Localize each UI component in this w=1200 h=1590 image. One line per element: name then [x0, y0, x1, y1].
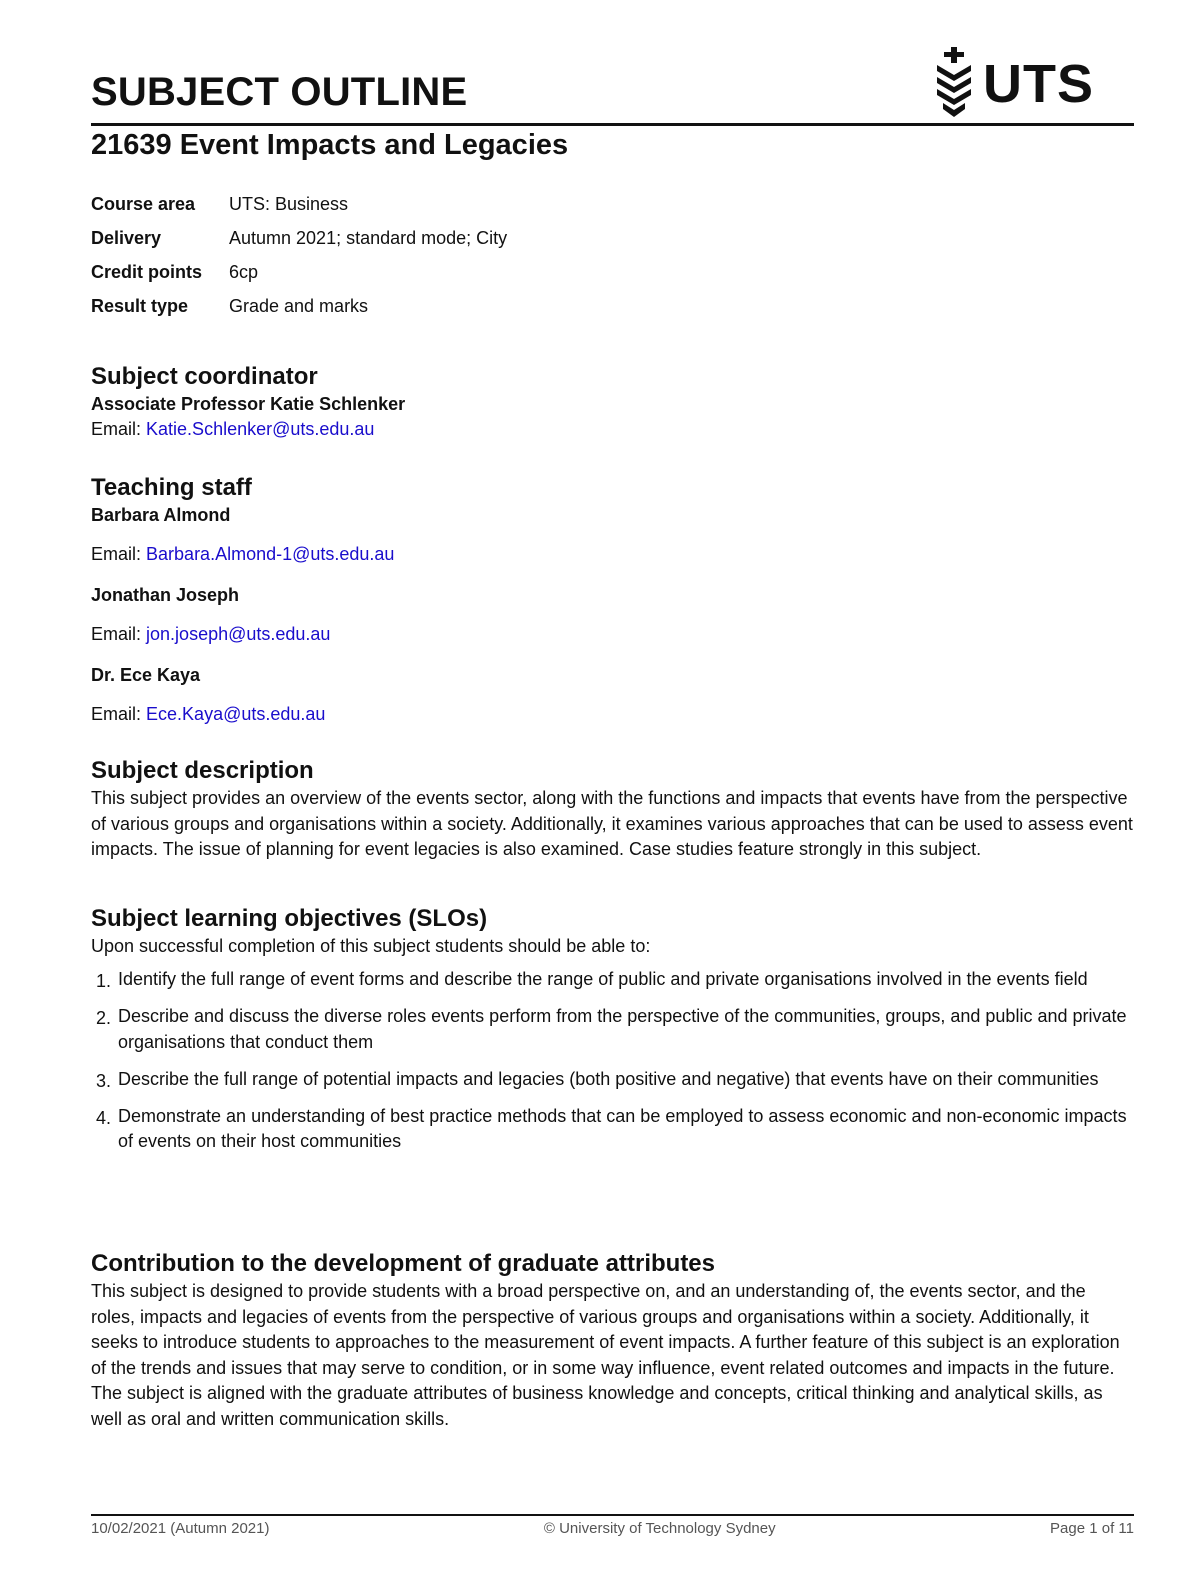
list-number: 2.	[96, 1008, 112, 1028]
footer-page-number: Page 1 of 11	[1050, 1520, 1134, 1537]
section-heading: Contribution to the development of graduate attributes	[91, 1250, 715, 1277]
list-item	[91, 1104, 1134, 1155]
list-number: 3.	[96, 1070, 112, 1091]
section-heading: Subject description	[91, 757, 314, 784]
info-row	[91, 194, 507, 228]
info-value: 6cp	[229, 262, 259, 282]
info-value: Autumn 2021; standard mode; City	[229, 228, 508, 248]
list-number: 1.	[96, 971, 112, 991]
attributes-section	[91, 1249, 1134, 1432]
email-label: Email:	[91, 544, 142, 564]
staff-email-link[interactable]: Barbara.Almond-1@uts.edu.au	[146, 544, 395, 564]
staff-email-line	[91, 541, 1134, 567]
email-label: Email:	[91, 419, 142, 439]
objectives-intro: Upon successful completion of this subject students should be able to:	[91, 936, 651, 956]
page-title: SUBJECT OUTLINE	[91, 70, 468, 114]
uts-logo-text: UTS	[983, 54, 1094, 114]
staff-email-line	[91, 701, 1134, 727]
list-item-text: Demonstrate an understanding of best practice methods that can be employed to assess economic and non-economic impacts of events on their host communities	[118, 1105, 1127, 1151]
email-label: Email:	[91, 624, 142, 644]
subject-info-table	[91, 194, 507, 330]
info-label: Credit points	[91, 262, 202, 282]
list-item-text: Identify the full range of event forms and describe the range of public and private organisations involved in the events field	[118, 969, 1088, 989]
staff-name: Dr. Ece Kaya	[91, 665, 201, 685]
description-text: This subject provides an overview of the events sector, along with the functions and impacts that events have from the perspective of various groups and organisations within a society. Additionally, it examines various approaches that can be used to assess event impacts. The issue of planning for event legacies is also examined. Case studies feature strongly in this subject.	[91, 788, 1133, 859]
list-item	[91, 1004, 1134, 1055]
subject-title: 21639 Event Impacts and Legacies	[91, 129, 569, 161]
list-item	[91, 1067, 1134, 1093]
page-footer	[91, 1520, 1134, 1537]
coordinator-section	[91, 362, 1134, 442]
staff-name: Jonathan Joseph	[91, 585, 240, 605]
section-heading: Subject learning objectives (SLOs)	[91, 905, 488, 932]
footer-copyright: © University of Technology Sydney	[543, 1520, 776, 1537]
uts-crest-icon	[933, 47, 975, 121]
list-item-text: Describe and discuss the diverse roles events perform from the perspective of the communities, groups, and public and private organisations that conduct them	[118, 1006, 1127, 1052]
section-heading: Teaching staff	[91, 474, 252, 501]
info-row	[91, 228, 507, 262]
info-label: Result type	[91, 296, 189, 316]
email-label: Email:	[91, 704, 142, 724]
staff-email-link[interactable]: Ece.Kaya@uts.edu.au	[146, 704, 326, 724]
footer-divider	[91, 1514, 1134, 1516]
footer-date: 10/02/2021 (Autumn 2021)	[91, 1520, 270, 1537]
teaching-staff-section	[91, 473, 1134, 527]
info-row	[91, 296, 507, 330]
coordinator-email-line	[91, 416, 1134, 442]
info-label: Delivery	[91, 228, 162, 248]
document-page	[91, 0, 1134, 1590]
header-divider	[91, 123, 1134, 126]
staff-name: Barbara Almond	[91, 505, 231, 525]
list-item-text: Describe the full range of potential impacts and legacies (both positive and negative) that events have on their communities	[118, 1068, 1099, 1089]
attributes-text: This subject is designed to provide students with a broad perspective on, and an understanding of, the events sector, and the roles, impacts and legacies of events from the perspective of various groups and organisations within a society. Additionally, it seeks to introduce students to approaches to the measurement of event impacts. A further feature of this subject is an exploration of the trends and issues that may serve to condition, or in some way influence, event related outcomes and impacts in the future. The subject is aligned with the graduate attributes of business knowledge and concepts, critical thinking and analytical skills, as well as oral and written communication skills.	[91, 1281, 1120, 1429]
description-section	[91, 756, 1134, 863]
coordinator-email-link[interactable]: Katie.Schlenker@uts.edu.au	[146, 419, 375, 439]
info-row	[91, 262, 507, 296]
coordinator-name: Associate Professor Katie Schlenker	[91, 394, 406, 414]
staff-email-line	[91, 621, 1134, 647]
uts-logo	[933, 46, 1094, 122]
list-item	[91, 967, 1134, 993]
info-label: Course area	[91, 194, 196, 214]
list-number: 4.	[96, 1107, 112, 1128]
objectives-list	[91, 967, 1134, 1155]
info-value: Grade and marks	[229, 296, 369, 316]
objectives-section	[91, 904, 1134, 1166]
section-heading: Subject coordinator	[91, 363, 318, 390]
info-value: UTS: Business	[229, 194, 349, 214]
staff-email-link[interactable]: jon.joseph@uts.edu.au	[146, 624, 331, 644]
